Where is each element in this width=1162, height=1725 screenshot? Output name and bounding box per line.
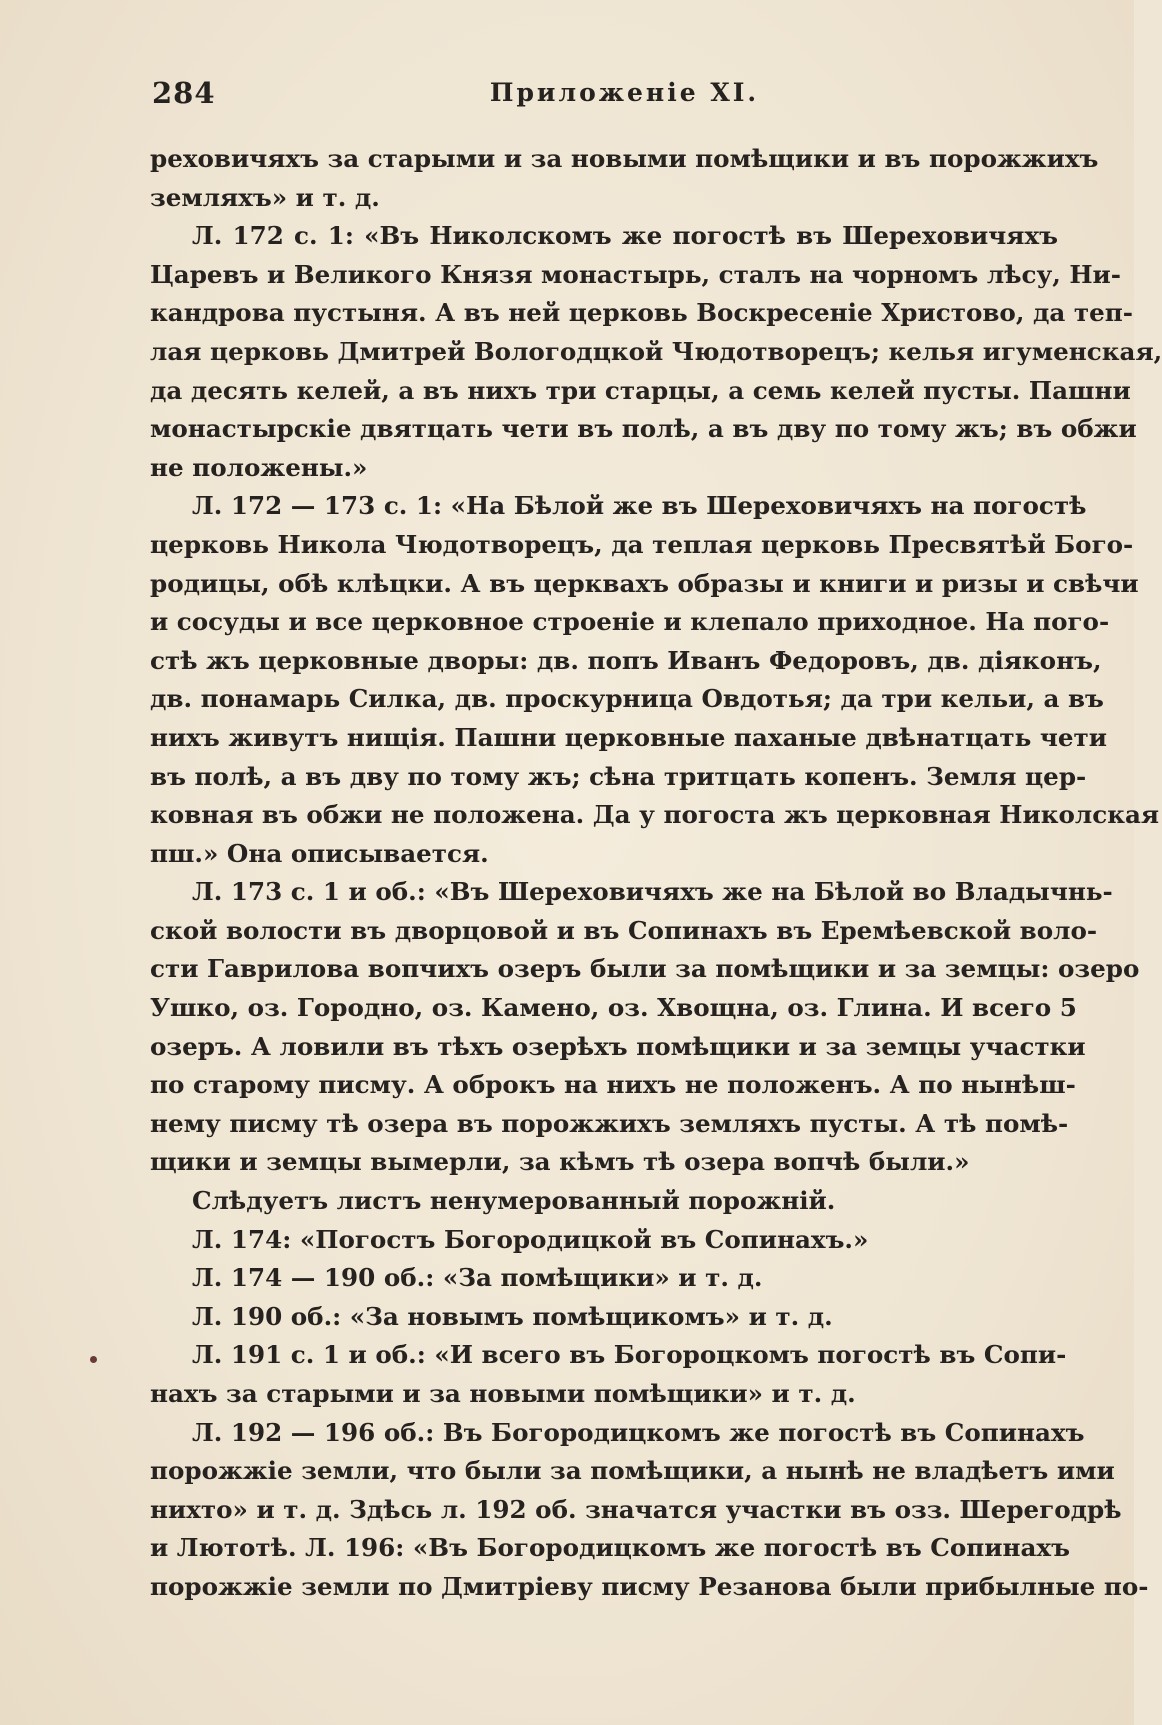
text-line: Л. 192 — 196 об.: Въ Богородицкомъ же погостѣ въ Сопинахъ xyxy=(192,1417,1085,1447)
text-line: Л. 190 об.: «За новымъ помѣщикомъ» и т. д. xyxy=(192,1301,833,1331)
ink-blot xyxy=(90,1356,97,1363)
text-line: да десять келей, а въ нихъ три старцы, а семь келей пусты. Пашни xyxy=(150,375,1131,405)
text-line: и сосуды и все церковное строеніе и клепало приходное. На пого- xyxy=(150,607,1110,637)
text-line: стѣ жъ церковные дворы: дв. попъ Иванъ Федоровъ, дв. діяконъ, xyxy=(150,645,1102,675)
text-line: нахъ за старыми и за новыми помѣщики» и т. д. xyxy=(150,1379,856,1408)
text-line: Л. 172 — 173 с. 1: «На Бѣлой же въ Шереховичяхъ на погостѣ xyxy=(192,491,1087,521)
page-header xyxy=(152,76,1057,116)
body-text xyxy=(150,140,1162,1607)
text-line: щики и земцы вымерли, за кѣмъ тѣ озера вопчѣ были.» xyxy=(150,1147,970,1177)
text-line: нихто» и т. д. Здѣсь л. 192 об. значатся участки въ озз. Шерегодрѣ xyxy=(150,1494,1122,1524)
text-line: ской волости въ дворцовой и въ Сопинахъ въ Еремѣевской воло- xyxy=(150,915,1098,945)
text-line: и Лютотѣ. Л. 196: «Въ Богородицкомъ же погостѣ въ Сопинахъ xyxy=(150,1533,1070,1563)
text-line: родицы, обѣ клѣцки. А въ церквахъ образы и книги и ризы и свѣчи xyxy=(150,568,1139,598)
text-line: по старому писму. А оброкъ на нихъ не положенъ. А по нынѣш- xyxy=(150,1070,1076,1100)
text-line: Л. 174 — 190 об.: «За помѣщики» и т. д. xyxy=(192,1263,763,1293)
text-line: кандрова пустыня. А въ ней церковь Воскресеніе Христово, да теп- xyxy=(150,298,1133,328)
text-line: сти Гаврилова вопчихъ озеръ были за помѣщики и за земцы: озеро xyxy=(150,954,1140,984)
text-line: ковная въ обжи не положена. Да у погоста жъ церковная Николская xyxy=(150,800,1160,830)
text-line: реховичяхъ за старыми и за новыми помѣщики и въ порожжихъ xyxy=(150,144,1099,173)
text-line: въ полѣ, а въ дву по тому жъ; сѣна тритцать копенъ. Земля цер- xyxy=(150,761,1087,791)
text-line: нему писму тѣ озера въ порожжихъ земляхъ пусты. А тѣ помѣ- xyxy=(150,1108,1069,1138)
text-line: Л. 172 с. 1: «Въ Николскомъ же погостѣ въ Шереховичяхъ xyxy=(192,221,1058,251)
running-title: Приложеніе XI. xyxy=(489,78,760,107)
text-line: пш.» Она описывается. xyxy=(150,838,489,868)
page-number: 284 xyxy=(152,76,216,110)
text-line: озеръ. А ловили въ тѣхъ озерѣхъ помѣщики и за земцы участки xyxy=(150,1031,1086,1061)
text-line: Л. 174: «Погостъ Богородицкой въ Сопинахъ.» xyxy=(192,1224,869,1254)
text-line: лая церковь Дмитрей Вологодцкой Чюдотворецъ; келья игуменская, xyxy=(150,336,1162,366)
text-line: порожжіе земли по Дмитріеву писму Резанова были прибылные по- xyxy=(150,1571,1149,1601)
text-line: Л. 173 с. 1 и об.: «Въ Шереховичяхъ же на Бѣлой во Владычнь- xyxy=(192,877,1113,907)
text-line: не положены.» xyxy=(150,452,368,482)
text-line: Слѣдуетъ листъ ненумерованный порожній. xyxy=(192,1186,836,1216)
text-line: дв. понамарь Силка, дв. проскурница Овдотья; да три кельи, а въ xyxy=(150,684,1104,714)
text-line: Л. 191 с. 1 и об.: «И всего въ Богороцкомъ погостѣ въ Сопи- xyxy=(192,1340,1067,1370)
text-line: порожжіе земли, что были за помѣщики, а нынѣ не владѣетъ ими xyxy=(150,1456,1115,1486)
text-line: церковь Никола Чюдотворецъ, да теплая церковь Пресвятѣй Бого- xyxy=(150,529,1134,559)
text-line: земляхъ» и т. д. xyxy=(150,182,380,212)
text-line: Царевъ и Великого Князя монастырь, сталъ на чорномъ лѣсу, Ни- xyxy=(150,259,1122,289)
text-line: нихъ живутъ нищія. Пашни церковные паханые двѣнатцать чети xyxy=(150,722,1107,752)
text-line: монастырскіе двятцать чети въ полѣ, а въ дву по тому жъ; въ обжи xyxy=(150,414,1137,444)
text-line: Ушко, оз. Городно, оз. Камено, оз. Хвощна, оз. Глина. И всего 5 xyxy=(150,993,1077,1023)
